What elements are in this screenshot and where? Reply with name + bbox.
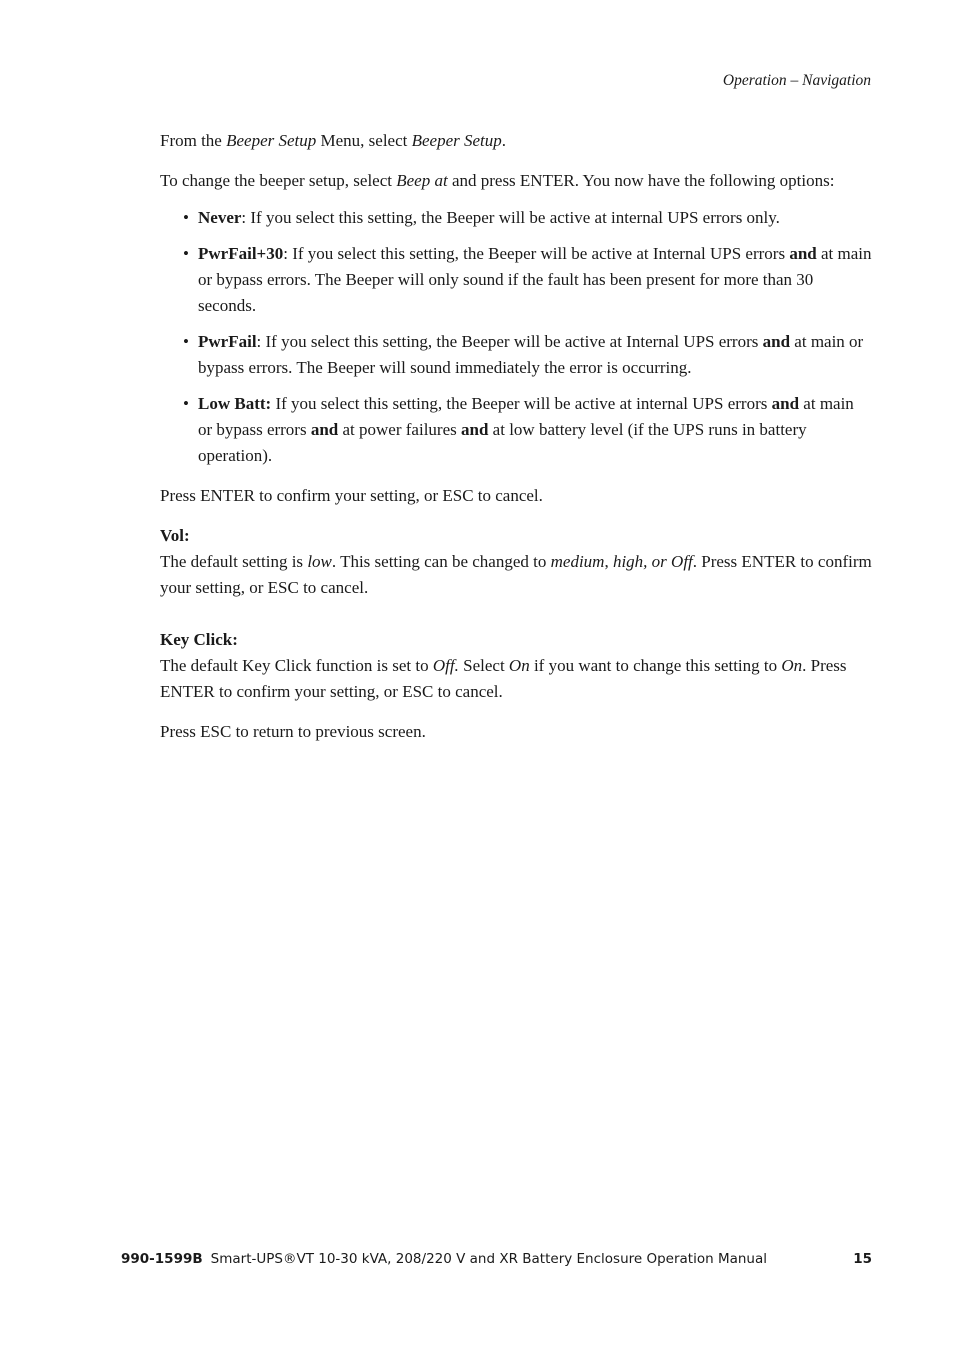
option-term: Never bbox=[198, 208, 242, 227]
option-never bbox=[160, 205, 872, 231]
option-term: PwrFail bbox=[198, 332, 257, 351]
emphasis: and bbox=[789, 244, 817, 263]
menu-name: Beeper Setup bbox=[226, 131, 317, 150]
bullet-icon: • bbox=[183, 208, 189, 227]
option-term: PwrFail+30 bbox=[198, 244, 284, 263]
footer-doc-info bbox=[121, 1251, 767, 1267]
text-run: To change the beeper setup, select bbox=[160, 171, 397, 190]
text-run: . Press ENTER to confirm your setting, or ESC to cancel. bbox=[160, 656, 847, 701]
option-description: : If you select this setting, the Beeper will be active at Internal UPS errors bbox=[283, 244, 790, 263]
text-run: The default setting is bbox=[160, 552, 308, 571]
text-run: . bbox=[501, 131, 507, 150]
value-medium: medium bbox=[550, 552, 605, 571]
option-description: at low battery level (if the UPS runs in battery operation). bbox=[198, 420, 807, 465]
running-head: Operation – Navigation bbox=[722, 72, 871, 89]
option-description: at power failures bbox=[338, 420, 461, 439]
text-run: From the bbox=[160, 131, 227, 150]
intro-paragraph-1 bbox=[160, 128, 872, 154]
option-description: If you select this setting, the Beeper will be active at internal UPS errors bbox=[271, 394, 772, 413]
page-footer bbox=[121, 1251, 872, 1267]
setting-name: Beep at bbox=[396, 171, 448, 190]
bullet-icon: • bbox=[183, 332, 189, 351]
vol-paragraph bbox=[160, 549, 872, 601]
text-run: . Press ENTER to confirm your setting, or ESC to cancel. bbox=[160, 552, 872, 597]
option-description: at main or bypass errors. The Beeper will only sound if the fault has been present for more than 30 seconds. bbox=[198, 244, 872, 315]
menu-item-name: Beeper Setup bbox=[411, 131, 502, 150]
value-low: low bbox=[307, 552, 332, 571]
vol-heading: Vol: bbox=[160, 526, 190, 545]
emphasis: and bbox=[310, 420, 339, 439]
option-low-batt bbox=[160, 391, 872, 469]
text-run: The default Key Click function is set to bbox=[160, 656, 433, 675]
key-click-paragraph bbox=[160, 653, 872, 705]
value-off: Off. bbox=[432, 656, 459, 675]
manual-title: Smart-UPS®VT 10-30 kVA, 208/220 V and XR Battery Enclosure Operation Manual bbox=[210, 1251, 768, 1267]
option-pwrfail bbox=[160, 329, 872, 381]
emphasis: and bbox=[771, 394, 800, 413]
value-on: On bbox=[781, 656, 803, 675]
page-number: 15 bbox=[853, 1251, 872, 1267]
beeper-options-list bbox=[160, 205, 872, 469]
text-run: . This setting can be changed to bbox=[331, 552, 551, 571]
bullet-icon: • bbox=[183, 244, 189, 263]
value-on: On bbox=[508, 656, 530, 675]
confirm-paragraph: Press ENTER to confirm your setting, or ESC to cancel. bbox=[160, 486, 543, 505]
page-content bbox=[160, 128, 872, 745]
text-run: if you want to change this setting to bbox=[529, 656, 782, 675]
text-run: , bbox=[604, 552, 613, 571]
bullet-icon: • bbox=[183, 394, 189, 413]
text-run: Select bbox=[458, 656, 509, 675]
text-run: Menu, select bbox=[316, 131, 412, 150]
document-number: 990-1599B bbox=[121, 1251, 203, 1267]
option-description: at main or bypass errors. The Beeper will sound immediately the error is occurring. bbox=[198, 332, 864, 377]
option-description: : If you select this setting, the Beeper will be active at Internal UPS errors bbox=[256, 332, 763, 351]
option-term: Low Batt: bbox=[198, 394, 272, 413]
option-pwrfail-30 bbox=[160, 241, 872, 319]
return-paragraph: Press ESC to return to previous screen. bbox=[160, 722, 426, 741]
value-high-off: high, or Off bbox=[612, 552, 693, 571]
text-run: and press ENTER. You now have the following options: bbox=[447, 171, 835, 190]
option-description: : If you select this setting, the Beeper will be active at internal UPS errors only. bbox=[241, 208, 780, 227]
key-click-heading: Key Click: bbox=[160, 630, 238, 649]
emphasis: and bbox=[762, 332, 791, 351]
emphasis: and bbox=[461, 420, 489, 439]
option-description: at main or bypass errors bbox=[198, 394, 854, 439]
intro-paragraph-2 bbox=[160, 168, 872, 194]
